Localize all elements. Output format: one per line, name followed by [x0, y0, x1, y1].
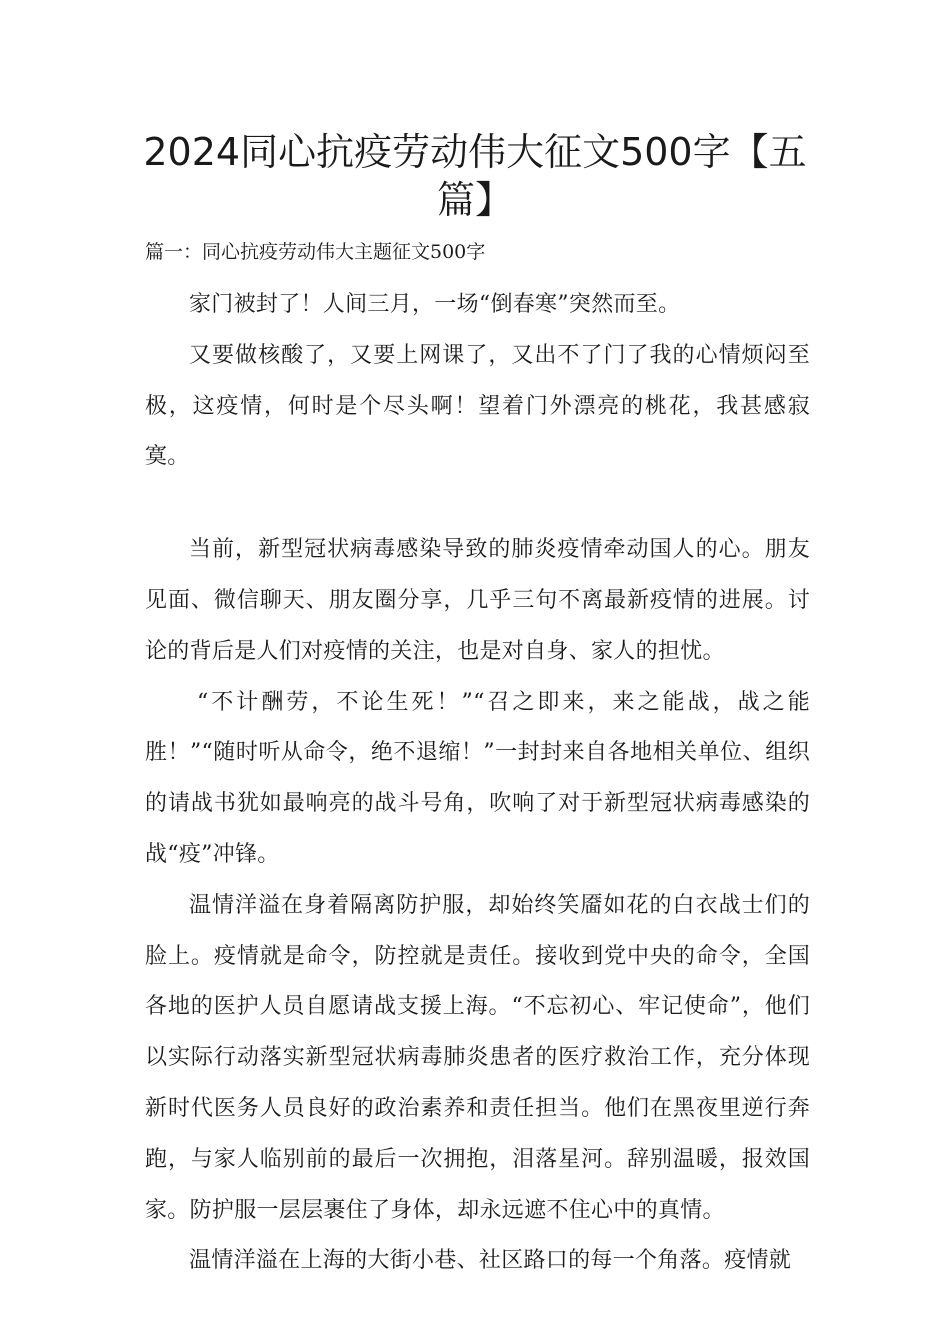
paragraph: 温情洋溢在上海的大街小巷、社区路口的每一个角落。疫情就: [189, 1248, 792, 1274]
document-body: [145, 280, 810, 1287]
paragraph: 当前，新型冠状病毒感染导致的肺炎疫情牵动国人的心。朋友见面、微信聊天、朋友圈分享，几乎三句不离最新疫情的进展。讨论的背后是人们对疫情的关注，也是对自身、家人的担忧。: [145, 537, 810, 664]
paragraph: 温情洋溢在身着隔离防护服，却始终笑靥如花的白衣战士们的脸上。疫情就是命令，防控就是责任。接收到党中央的命令，全国各地的医护人员自愿请战支援上海。“不忘初心、牢记使命”，他们以实际行动落实新型冠状病毒肺炎患者的医疗救治工作，充分体现新时代医务人员良好的政治素养和责任担当。他们在黑夜里逆行奔跑，与家人临别前的最后一次拥抱，泪落星河。辞别温暖，报效国家。防护服一层层裹住了身体，却永远遮不住心中的真情。: [145, 892, 810, 1223]
section-heading: 篇一：同心抗疫劳动伟大主题征文500字: [145, 241, 486, 263]
paragraph: “不计酬劳，不论生死！”“召之即来，来之能战，战之能胜！”“随时听从命令，绝不退缩！”一封封来自各地相关单位、组织的请战书犹如最响亮的战斗号角，吹响了对于新型冠状病毒感染的战“疫”冲锋。: [145, 689, 810, 867]
paragraph: 又要做核酸了，又要上网课了，又出不了门了我的心情烦闷至极，这疫情，何时是个尽头啊！望着门外漂亮的桃花，我甚感寂寞。: [145, 342, 810, 470]
document-title: 2024同心抗疫劳动伟大征文500字【五篇】: [143, 130, 807, 222]
paragraph: 家门被封了！人间三月，一场“倒春寒”突然而至。: [189, 292, 681, 317]
